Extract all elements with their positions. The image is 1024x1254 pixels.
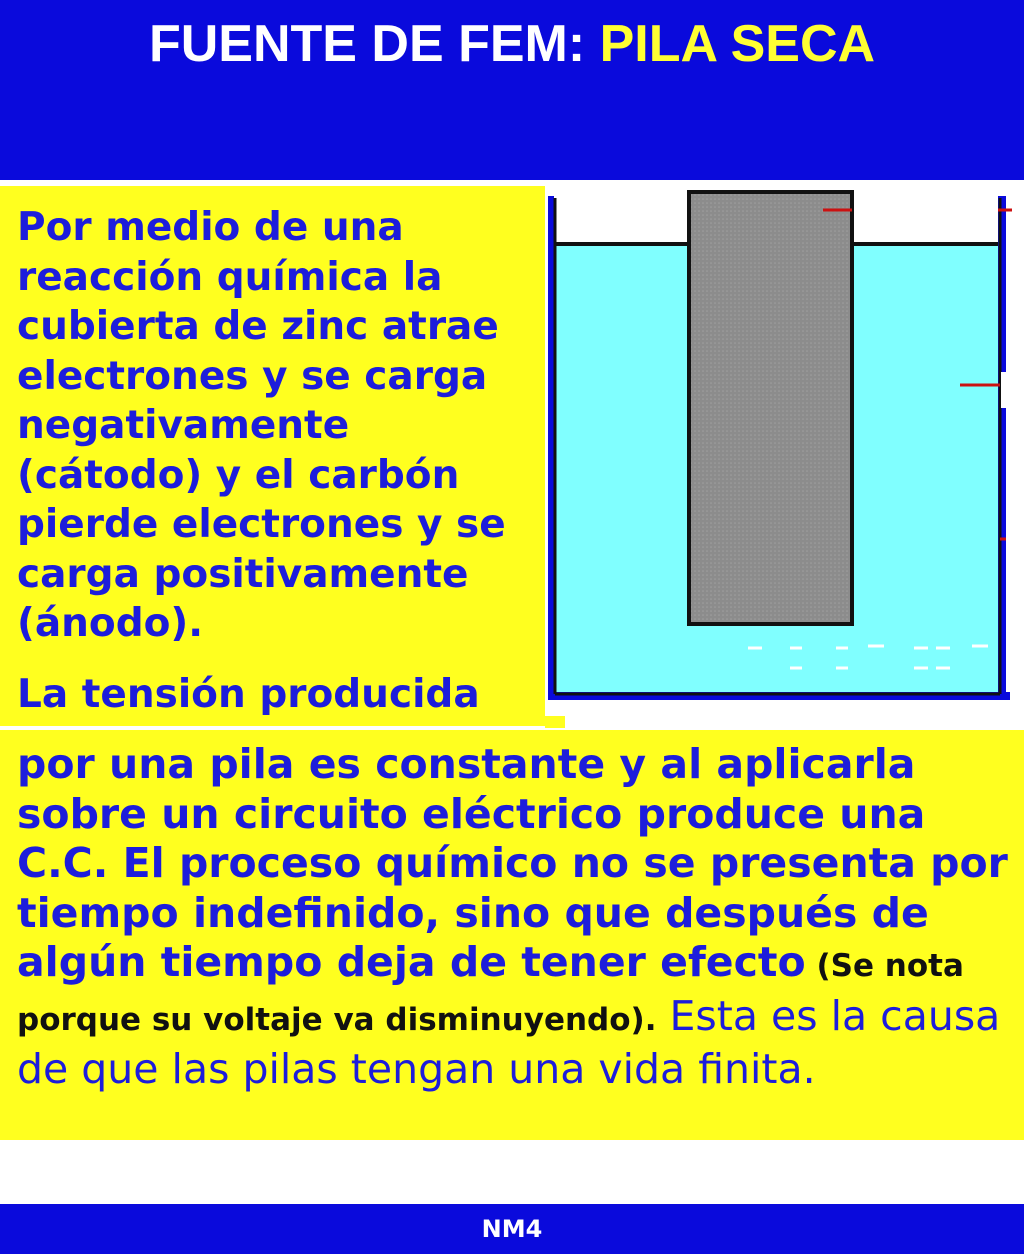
zinc-casing-left: [548, 196, 554, 698]
paragraph-voltage: [17, 740, 1017, 1095]
paragraph-voltage-start: La tensión producida: [17, 672, 480, 717]
paragraph-voltage-note: (Se nota porque su voltaje va disminuyendo).: [17, 948, 964, 1038]
text-box-top-tail: [545, 716, 565, 728]
footer-label: NM4: [481, 1215, 543, 1243]
paragraph-reaction: Por medio de una reacción química la cubierta de zinc atrae electrones y se carga negativamente (cátodo) y el carbón pierde electrones y se carga positivamente (ánodo).: [17, 205, 506, 646]
title-part-2: PILA SECA: [599, 15, 876, 73]
carbon-rod: [689, 192, 852, 624]
paragraph-voltage-end: Esta es la causa de que las pilas tengan una vida finita.: [17, 991, 1001, 1093]
page-title: [0, 14, 1024, 74]
paragraph-voltage-body: por una pila es constante y al aplicarla sobre un circuito eléctrico produce una C.C. El proceso químico no se presenta por tiempo indefinido, sino que después de algún tiempo deja de tener efecto: [17, 740, 1008, 986]
dry-cell-diagram-icon: [546, 186, 1024, 716]
title-part-1: FUENTE DE FEM:: [148, 15, 600, 73]
